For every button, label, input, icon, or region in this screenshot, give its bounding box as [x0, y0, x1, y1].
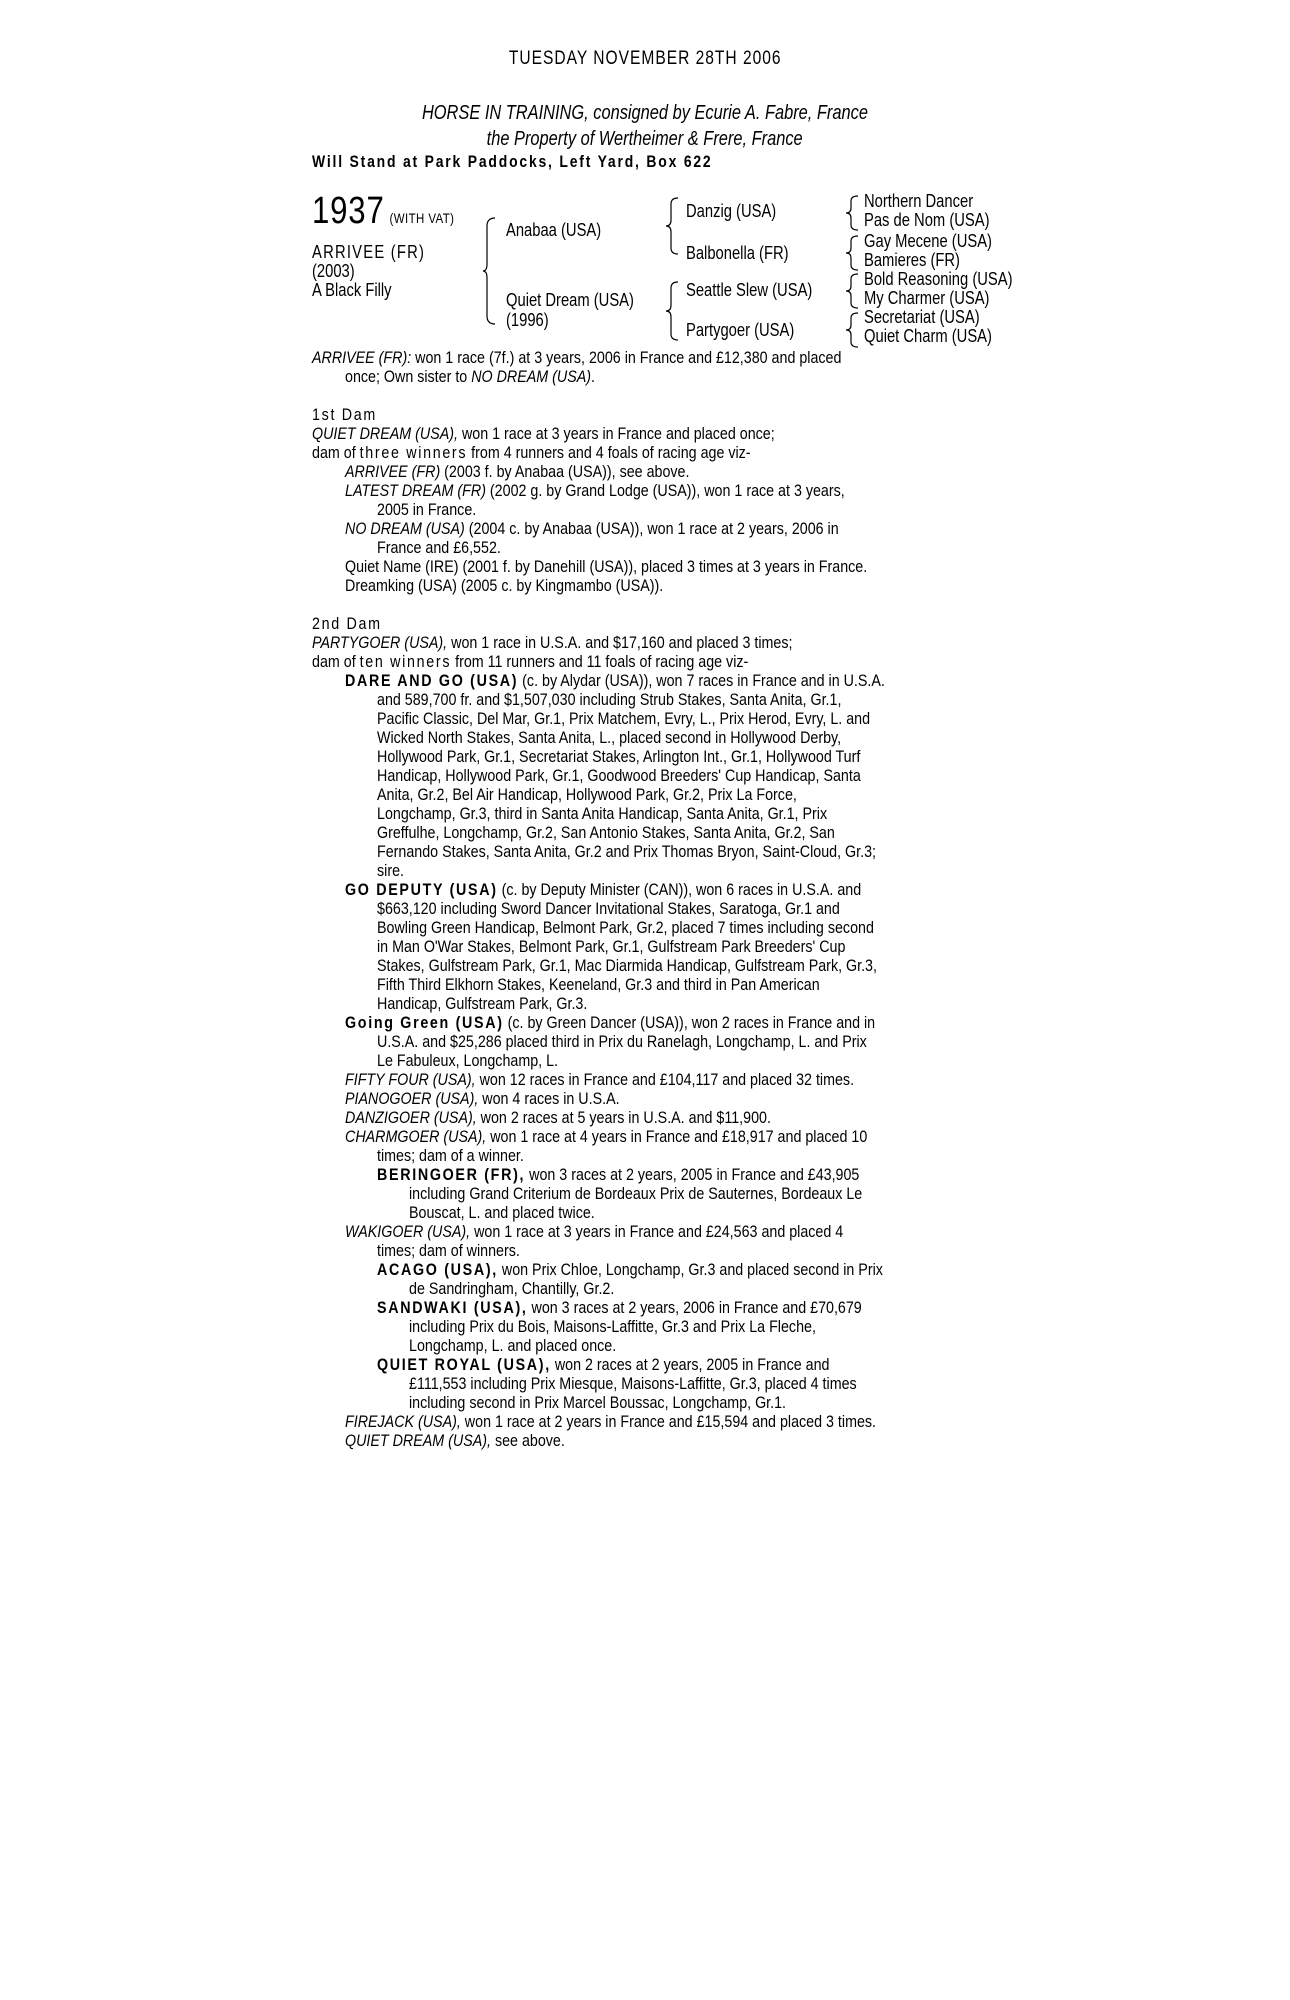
pedigree-dam-sire: Seattle Slew (USA): [686, 280, 813, 300]
property-text: the Property of Wertheimer & Frere, France: [487, 128, 803, 150]
pedigree-sire-sire: Danzig (USA): [686, 201, 777, 221]
ggs-4: Bamieres (FR): [864, 250, 960, 270]
stand-text: Will Stand at Park Paddocks, Left Yard, Box 622: [312, 152, 713, 171]
pianogoer-line: PIANOGOER (USA), won 4 races in U.S.A.: [345, 1089, 620, 1108]
go-deputy-line-1: GO DEPUTY (USA) (c. by Deputy Minister (CAN)), won 6 races in U.S.A. and: [345, 880, 862, 899]
first-dam-foal-3: NO DREAM (USA) (2004 c. by Anabaa (USA)), won 1 race at 2 years, 2006 in: [345, 519, 839, 538]
acago-line-1: ACAGO (USA), won Prix Chloe, Longchamp, Gr.3 and placed second in Prix: [377, 1260, 883, 1279]
charmgoer-line-2: times; dam of a winner.: [377, 1146, 524, 1165]
go-deputy-line-6: Fifth Third Elkhorn Stakes, Keeneland, Gr.3 and third in Pan American: [377, 975, 820, 994]
beringoer-line-1: BERINGOER (FR), won 3 races at 2 years, 2005 in France and £43,905: [377, 1165, 860, 1184]
ggs-8: Quiet Charm (USA): [864, 326, 992, 346]
pedigree-sire: Anabaa (USA): [506, 220, 602, 240]
quiet-royal-line-3: including second in Prix Marcel Boussac, Longchamp, Gr.1.: [409, 1393, 787, 1412]
go-deputy-line-4: in Man O'War Stakes, Belmont Park, Gr.1, Gulfstream Park Breeders' Cup: [377, 937, 846, 956]
consignor-text: HORSE IN TRAINING, consigned by Ecurie A. Fabre, France: [421, 102, 868, 124]
second-dam-heading: 2nd Dam: [312, 614, 382, 633]
first-dam-foal-3-cont: France and £6,552.: [377, 538, 501, 557]
go-deputy-line-3: Bowling Green Handicap, Belmont Park, Gr.2, placed 7 times including second: [377, 918, 874, 937]
first-dam-foal-1: ARRIVEE (FR) (2003 f. by Anabaa (USA)), see above.: [345, 462, 690, 481]
lot-heading: [312, 190, 486, 233]
sale-date: [0, 48, 1290, 70]
dare-and-go-line-9: Greffulhe, Longchamp, Gr.2, San Antonio Stakes, Santa Anita, Gr.2, San: [377, 823, 835, 842]
dare-and-go-line-4: Wicked North Stakes, Santa Anita, L., placed second in Hollywood Derby,: [377, 728, 842, 747]
pedigree-third-generation: [864, 192, 1045, 346]
property-line: [0, 128, 1290, 151]
ggs-1: Northern Dancer: [864, 191, 974, 211]
dare-and-go-line-7: Anita, Gr.2, Bel Air Handicap, Hollywood Park, Gr.2, Prix La Force,: [377, 785, 797, 804]
horse-name: ARRIVEE (FR): [312, 242, 426, 262]
ggs-2: Pas de Nom (USA): [864, 210, 990, 230]
going-green-line-3: Le Fabuleux, Longchamp, L.: [377, 1051, 559, 1070]
ggs-3: Gay Mecene (USA): [864, 231, 992, 251]
dare-and-go-line-8: Longchamp, Gr.3, third in Santa Anita Handicap, Santa Anita, Gr.1, Prix: [377, 804, 828, 823]
sandwaki-line-1: SANDWAKI (USA), won 3 races at 2 years, 2006 in France and £70,679: [377, 1298, 862, 1317]
first-dam-foal-4: Quiet Name (IRE) (2001 f. by Danehill (USA)), placed 3 times at 3 years in France.: [345, 557, 868, 576]
sandwaki-line-3: Longchamp, L. and placed once.: [409, 1336, 617, 1355]
pedigree-brace-1: [483, 216, 503, 326]
wakigoer-line-1: WAKIGOER (USA), won 1 race at 3 years in France and £24,563 and placed 4: [345, 1222, 844, 1241]
beringoer-line-3: Bouscat, L. and placed twice.: [409, 1203, 595, 1222]
pedigree-dam: Quiet Dream (USA): [506, 290, 634, 310]
first-dam-heading: 1st Dam: [312, 405, 377, 424]
pedigree-brace-2b: [666, 280, 682, 342]
danzigoer-line: DANZIGOER (USA), won 2 races at 5 years in U.S.A. and $11,900.: [345, 1108, 771, 1127]
quiet-royal-line-2: £111,553 including Prix Miesque, Maisons-Laffitte, Gr.3, placed 4 times: [409, 1374, 857, 1393]
lot-vat: (WITH VAT): [389, 210, 455, 226]
horse-year: (2003): [312, 261, 355, 281]
wakigoer-line-2: times; dam of winners.: [377, 1241, 520, 1260]
acago-line-2: de Sandringham, Chantilly, Gr.2.: [409, 1279, 615, 1298]
ggs-5: Bold Reasoning (USA): [864, 269, 1013, 289]
quiet-dream-line: QUIET DREAM (USA), see above.: [345, 1431, 565, 1450]
dare-and-go-line-1: DARE AND GO (USA) (c. by Alydar (USA)), won 7 races in France and in U.S.A.: [345, 671, 885, 690]
stand-location: [312, 152, 800, 172]
first-dam-foal-5: Dreamking (USA) (2005 c. by Kingmambo (USA)).: [345, 576, 664, 595]
go-deputy-line-2: $663,120 including Sword Dancer Invitational Stakes, Saratoga, Gr.1 and: [377, 899, 840, 918]
summary-line-2: once; Own sister to NO DREAM (USA).: [345, 367, 595, 386]
pedigree-brace-3a: [846, 194, 860, 232]
pedigree-sire-dam: Balbonella (FR): [686, 243, 789, 263]
dare-and-go-line-5: Hollywood Park, Gr.1, Secretariat Stakes, Arlington Int., Gr.1, Hollywood Turf: [377, 747, 861, 766]
go-deputy-line-7: Handicap, Gulfstream Park, Gr.3.: [377, 994, 588, 1013]
ggs-7: Secretariat (USA): [864, 307, 980, 327]
summary-line-1: ARRIVEE (FR): won 1 race (7f.) at 3 years, 2006 in France and £12,380 and placed: [312, 348, 842, 367]
first-dam-record: QUIET DREAM (USA), won 1 race at 3 years in France and placed once;: [312, 424, 775, 443]
quiet-royal-line-1: QUIET ROYAL (USA), won 2 races at 2 years, 2005 in France and: [377, 1355, 830, 1374]
beringoer-line-2: including Grand Criterium de Bordeaux Prix de Sauternes, Bordeaux Le: [409, 1184, 863, 1203]
pedigree-brace-3d: [846, 311, 860, 349]
lot-number: 1937: [312, 190, 385, 232]
first-dam-foal-2: LATEST DREAM (FR) (2002 g. by Grand Lodge (USA)), won 1 race at 3 years,: [345, 481, 845, 500]
going-green-line-1: Going Green (USA) (c. by Green Dancer (USA)), won 2 races in France and in: [345, 1013, 876, 1032]
fifty-four-line: FIFTY FOUR (USA), won 12 races in France and £104,117 and placed 32 times.: [345, 1070, 855, 1089]
go-deputy-line-5: Stakes, Gulfstream Park, Gr.1, Mac Diarmida Handicap, Gulfstream Park, Gr.3,: [377, 956, 877, 975]
dare-and-go-line-10: Fernando Stakes, Santa Anita, Gr.2 and Prix Thomas Bryon, Saint-Cloud, Gr.3;: [377, 842, 877, 861]
dare-and-go-line-2: and 589,700 fr. and $1,507,030 including Strub Stakes, Santa Anita, Gr.1,: [377, 690, 842, 709]
dare-and-go-line-6: Handicap, Hollywood Park, Gr.1, Goodwood Breeders' Cup Handicap, Santa: [377, 766, 861, 785]
sandwaki-line-2: including Prix du Bois, Maisons-Laffitte, Gr.3 and Prix La Fleche,: [409, 1317, 816, 1336]
pedigree-dam-year: (1996): [506, 310, 549, 330]
charmgoer-line-1: CHARMGOER (USA), won 1 race at 4 years in France and £18,917 and placed 10: [345, 1127, 868, 1146]
going-green-line-2: U.S.A. and $25,286 placed third in Prix du Ranelagh, Longchamp, L. and Prix: [377, 1032, 867, 1051]
catalogue-body: [312, 348, 982, 1450]
first-dam-foal-2-cont: 2005 in France.: [377, 500, 477, 519]
second-dam-record: PARTYGOER (USA), won 1 race in U.S.A. and $17,160 and placed 3 times;: [312, 633, 793, 652]
pedigree-brace-3c: [846, 272, 860, 310]
firejack-line: FIREJACK (USA), won 1 race at 2 years in France and £15,594 and placed 3 times.: [345, 1412, 877, 1431]
ggs-6: My Charmer (USA): [864, 288, 990, 308]
horse-description: A Black Filly: [312, 280, 392, 300]
dare-and-go-line-3: Pacific Classic, Del Mar, Gr.1, Prix Matchem, Evry, L., Prix Herod, Evry, L. and: [377, 709, 871, 728]
dare-and-go-line-11: sire.: [377, 861, 404, 880]
sale-date-text: TUESDAY NOVEMBER 28TH 2006: [508, 48, 782, 69]
pedigree-dam-dam: Partygoer (USA): [686, 320, 795, 340]
first-dam-produce-summary: dam of three winners from 4 runners and 4 foals of racing age viz-: [312, 443, 751, 462]
consignor-line: [0, 102, 1290, 125]
second-dam-produce-summary: dam of ten winners from 11 runners and 11 foals of racing age viz-: [312, 652, 749, 671]
pedigree-brace-2a: [666, 196, 682, 256]
horse-identity: [312, 243, 450, 300]
pedigree-brace-3b: [846, 234, 860, 272]
